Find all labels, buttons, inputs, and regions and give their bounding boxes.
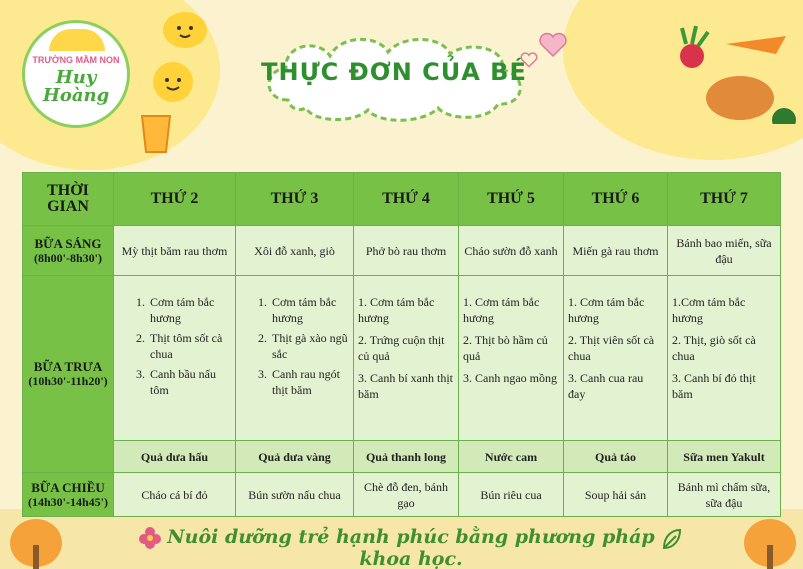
heart-icon: [538, 32, 568, 58]
time-header-line2: GIAN: [47, 198, 89, 215]
dish-item: 3. Canh bí xanh thịt băm: [358, 371, 453, 401]
dish-item: 1.Cơm tám bắc hương: [672, 295, 746, 325]
dish-item: 3. Canh bầu nấu tôm: [148, 366, 231, 398]
fruit-cell: Sữa men Yakult: [668, 441, 781, 473]
afternoon-row: [23, 473, 781, 517]
menu-cell: Phở bò rau thơm: [354, 226, 459, 276]
breakfast-row: [23, 226, 781, 276]
dish-item: 2. Thịt, giò sốt cà chua: [672, 333, 756, 363]
day-header: THỨ 7: [668, 173, 781, 226]
menu-cell: Bánh bao miến, sữa đậu: [668, 226, 781, 276]
meal-name: BỮA TRƯA: [33, 359, 103, 374]
lunch-cell: [668, 276, 781, 441]
meal-time: (8h00'-8h30'): [33, 250, 102, 265]
menu-cell: Cháo cá bí đỏ: [114, 473, 236, 517]
fruit-cell: Quả dưa vàng: [236, 441, 354, 473]
page-title: THỰC ĐƠN CỦA BÉ: [261, 58, 527, 86]
dish-item: 1. Cơm tám bắc hương: [270, 294, 349, 326]
lunch-cell: [236, 276, 354, 441]
dish-item: 2. Thịt viên sốt cà chua: [568, 333, 655, 363]
header-row: [23, 173, 781, 226]
slogan: Nuôi dưỡng trẻ hạnh phúc bằng phương pháp khoa học.: [167, 526, 655, 569]
day-header: THỨ 2: [114, 173, 236, 226]
fruit-cell: Quả dưa hấu: [114, 441, 236, 473]
tree-icon: [740, 515, 800, 569]
dish-item: 1. Cơm tám bắc hương: [463, 295, 540, 325]
meal-name: BỮA SÁNG: [34, 235, 102, 251]
menu-cell: Bún riêu cua: [459, 473, 564, 517]
flower-icon: [138, 526, 162, 550]
dish-item: 2. Thịt gà xào ngũ sắc: [270, 330, 349, 362]
menu-cell: Mỳ thịt băm rau thơm: [114, 226, 236, 276]
dish-item: 3. Canh cua rau đay: [568, 371, 644, 401]
dish-list: [240, 294, 349, 398]
dish-item: 2. Thịt tôm sốt cà chua: [148, 330, 231, 362]
tree-icon: [6, 515, 66, 569]
dish-item: 3. Canh ngao mồng: [463, 371, 557, 385]
meal-time: (10h30'-11h20'): [28, 374, 108, 388]
lunch-cell: [114, 276, 236, 441]
fruit-cell: Nước cam: [459, 441, 564, 473]
lunch-row: [23, 276, 781, 441]
menu-cell: Miến gà rau thơm: [564, 226, 668, 276]
dish-item: 1. Cơm tám bắc hương: [358, 295, 435, 325]
menu-cell: Soup hải sản: [564, 473, 668, 517]
dish-item: 3. Canh bí đỏ thịt băm: [672, 371, 756, 401]
lunch-cell: [459, 276, 564, 441]
menu-cell: Bún sườn nấu chua: [236, 473, 354, 517]
dish-item: 2. Trứng cuộn thịt củ quả: [358, 333, 445, 363]
juice-icon: [138, 112, 174, 154]
menu-cell: Cháo sườn đỗ xanh: [459, 226, 564, 276]
lemon-icon: [160, 8, 210, 52]
day-header: THỨ 3: [236, 173, 354, 226]
dish-item: 2. Thịt bò hầm củ quả: [463, 333, 548, 363]
menu-cell: Bánh mì chấm sữa, sữa đậu: [668, 473, 781, 517]
dish-list: [118, 294, 231, 398]
meal-label: [23, 276, 114, 473]
leaf-icon: [660, 528, 682, 550]
menu-cell: Chè đỗ đen, bánh gạo: [354, 473, 459, 517]
meal-name: BỮA CHIỀU: [31, 479, 105, 495]
menu-cell: Xôi đỗ xanh, giò: [236, 226, 354, 276]
logo-school-name: Huy Hoàng: [42, 67, 110, 106]
meal-label: [23, 473, 114, 517]
day-header: THỨ 4: [354, 173, 459, 226]
time-header-line1: THỜI: [47, 182, 89, 199]
lemon-icon: [150, 60, 196, 104]
vegetables-icon: [656, 14, 796, 124]
menu-table: [22, 172, 781, 517]
dish-item: 1. Cơm tám bắc hương: [568, 295, 645, 325]
meal-label: [23, 226, 114, 276]
dish-item: 1. Cơm tám bắc hương: [148, 294, 231, 326]
lunch-cell: [354, 276, 459, 441]
logo-school-type: TRƯỜNG MẦM NON: [32, 55, 120, 65]
dish-item: 3. Canh rau ngót thịt băm: [270, 366, 349, 398]
day-header: THỨ 6: [564, 173, 668, 226]
lunch-cell: [564, 276, 668, 441]
sun-icon: [49, 29, 105, 51]
fruit-cell: Quả thanh long: [354, 441, 459, 473]
fruit-cell: Quả táo: [564, 441, 668, 473]
fruit-row: [23, 441, 781, 473]
day-header: THỨ 5: [459, 173, 564, 226]
time-header: [23, 173, 114, 226]
meal-time: (14h30'-14h45'): [27, 494, 108, 509]
school-logo: [22, 20, 130, 128]
